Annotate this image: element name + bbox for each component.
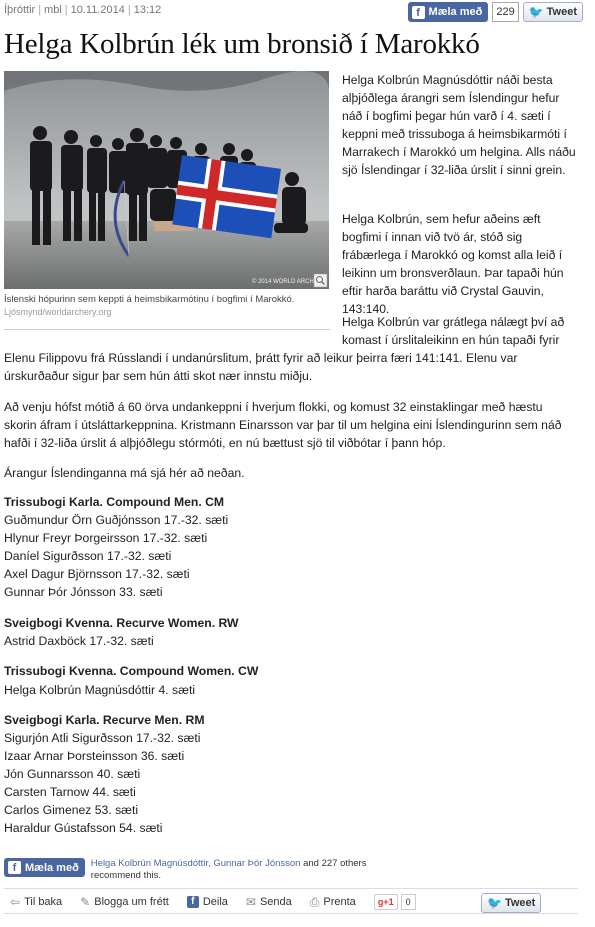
results-list-compound-women <box>4 681 195 699</box>
paragraph-1: Helga Kolbrún Magnúsdóttir náði besta alþjóðlega árangri sem Íslendingur hefur náð í bogfimi þegar hún varð í 4. sæti í keppni með trissuboga á heimsbikarmóti í Marrakech í Marokkó um helgina. Alls náðu sjö Íslendingar í 32-liða úrslit í sinni grein. <box>342 73 576 177</box>
results-list-recurve-men <box>4 729 200 837</box>
paragraph-4: Að venju hófst mótið á 60 örva undankeppni í hverjum flokki, og komust 32 einstaklingar með hæstu skorin áfram í útsláttarkeppnina. Kristmann Einarsson var þar til um helgina eini Íslendingurinn sem náð hafði í 32-liða úrslit á alþjóðlegu stórmóti, en nú bættust sjö til viðbótar í þann hóp. <box>4 400 562 450</box>
print-label: Prenta <box>323 896 356 908</box>
facebook-recommend-label: Mæla með <box>25 861 79 874</box>
action-bar <box>10 894 416 910</box>
photo-caption-text: Íslenski hópurinn sem keppti á heimsbikarmótinu í bogfimi í Marokkó. <box>4 294 295 305</box>
send-link[interactable] <box>246 895 292 909</box>
list-item: Jón Gunnarsson 40. sæti <box>4 767 141 781</box>
photo-credit: Ljósmynd/worldarchery.org <box>4 307 112 317</box>
list-item: Axel Dagur Björnsson 17.-32. sæti <box>4 567 190 581</box>
list-item: Guðmundur Örn Guðjónsson 17.-32. sæti <box>4 513 229 527</box>
facebook-recommend-button-bottom[interactable] <box>4 858 85 877</box>
list-item: Gunnar Þór Jónsson 33. sæti <box>4 585 163 599</box>
bottom-recommend <box>4 858 411 882</box>
article-title: Helga Kolbrún lék um bronsið í Marokkó <box>4 28 480 60</box>
facebook-count: 229 <box>492 2 518 22</box>
twitter-bird-icon: 🐦 <box>487 896 502 910</box>
results-heading-compound-women: Trissubogi Kvenna. Compound Women. CW <box>4 664 259 678</box>
recommender-names[interactable]: Helga Kolbrún Magnúsdóttir, Gunnar Þór Jónsson <box>90 858 301 869</box>
tweet-button-bottom[interactable] <box>481 893 541 913</box>
facebook-recommend-button[interactable] <box>408 2 489 22</box>
facebook-icon: f <box>187 896 199 908</box>
list-item: Carsten Tarnow 44. sæti <box>4 785 136 799</box>
section-link[interactable]: Íþróttir <box>4 4 36 16</box>
results-heading-recurve-men: Sveigbogi Karla. Recurve Men. RM <box>4 713 205 727</box>
photo-caption <box>4 294 330 318</box>
action-bar-divider-top <box>4 888 578 889</box>
time-label: 13:12 <box>133 4 162 16</box>
results-heading-recurve-women: Sveigbogi Kvenna. Recurve Women. RW <box>4 616 239 630</box>
back-arrow-icon: ⇦ <box>10 895 21 909</box>
photo-watermark: © 2014 WORLD ARCH <box>252 279 314 285</box>
list-item: Carlos Gimenez 53. sæti <box>4 803 139 817</box>
top-share-bar <box>408 2 583 22</box>
blog-label: Blogga um frétt <box>94 896 169 908</box>
date-label: 10.11.2014 <box>70 4 125 16</box>
source-label: mbl <box>44 4 62 16</box>
results-list-recurve-women <box>4 632 154 650</box>
blog-link[interactable] <box>80 895 169 909</box>
print-link[interactable] <box>310 895 356 910</box>
tweet-button[interactable] <box>523 2 583 22</box>
results-list-compound-men <box>4 511 228 601</box>
envelope-icon: ✉ <box>245 895 256 909</box>
share-label: Deila <box>202 896 228 908</box>
blog-icon: ✎ <box>80 895 91 909</box>
paragraph-3-end: Elenu Filippovu frá Rússlandi í undanúrslitum, þrátt fyrir að leikur þeirra færi 141:141. Elenu var úrskurðaður sigur þar sem hún átti skot nær innstu miðju. <box>4 351 518 383</box>
article-photo[interactable] <box>4 71 329 289</box>
paragraph-3-start: Helga Kolbrún var grátlega nálægt því að komast í úrslitaleikinn en hún tapaði fyrir <box>342 315 565 347</box>
google-plus-count: 0 <box>401 894 416 910</box>
tweet-label: Tweet <box>504 897 536 909</box>
list-item: Hlynur Freyr Þorgeirsson 17.-32. sæti <box>4 531 208 545</box>
google-plus-button[interactable]: g+1 <box>374 894 398 910</box>
action-bar-divider-bottom <box>4 913 578 914</box>
share-link[interactable] <box>187 896 228 908</box>
article-meta: Íþróttir | mbl | 10.11.2014 | 13:12 <box>4 4 162 16</box>
list-item: Sigurjón Atli Sigurðsson 17.-32. sæti <box>4 731 201 745</box>
facebook-recommend-label: Mæla með <box>428 6 483 18</box>
twitter-bird-icon: 🐦 <box>528 5 544 19</box>
printer-icon: ⎙ <box>309 894 320 909</box>
list-item: Astrid Daxböck 17.-32. sæti <box>4 634 154 648</box>
recommend-rest: and 227 others recommend this. <box>90 858 367 881</box>
list-item: Helga Kolbrún Magnúsdóttir 4. sæti <box>4 683 196 697</box>
paragraph-5: Árangur Íslendinganna má sjá hér að neðan. <box>4 466 245 480</box>
list-item: Daníel Sigurðsson 17.-32. sæti <box>4 549 172 563</box>
caption-divider <box>4 329 330 330</box>
zoom-icon[interactable] <box>314 274 327 287</box>
list-item: Haraldur Gústafsson 54. sæti <box>4 821 163 835</box>
send-label: Senda <box>259 896 292 908</box>
facebook-icon: f <box>8 861 21 874</box>
recommend-text <box>91 858 411 882</box>
facebook-icon: f <box>412 6 425 19</box>
paragraph-2: Helga Kolbrún, sem hefur aðeins æft bogfimi í innan við tvö ár, stóð sig frábærlega í Marokkó og komst alla leið í leikinn um bronsverðlaun. Þar tapaði hún eftir harða baráttu við Crystal Gauvin, 143:140. <box>342 212 564 316</box>
back-link[interactable] <box>10 895 62 909</box>
back-label: Til baka <box>24 896 63 908</box>
results-heading-compound-men: Trissubogi Karla. Compound Men. CM <box>4 495 225 509</box>
list-item: Izaar Arnar Þorsteinsson 36. sæti <box>4 749 185 763</box>
tweet-label: Tweet <box>546 6 577 18</box>
